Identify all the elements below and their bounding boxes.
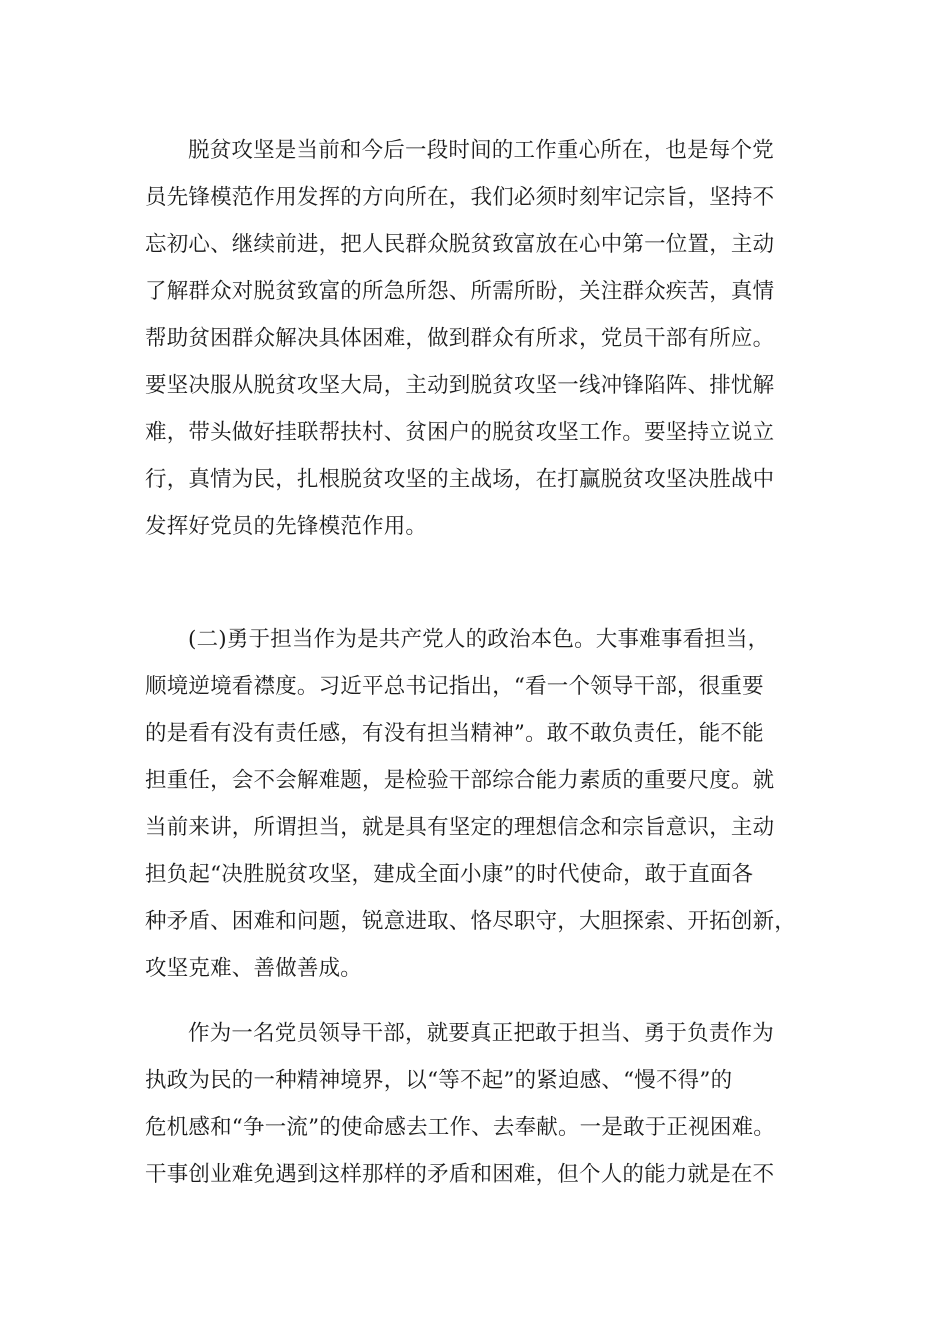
text-line: 担负起“决胜脱贫攻坚，建成全面小康”的时代使命，敢于直面各: [145, 862, 754, 887]
text-line: 担重任，会不会解难题，是检验干部综合能力素质的重要尺度。就: [145, 768, 775, 793]
text-line: 脱贫攻坚是当前和今后一段时间的工作重心所在，也是每个党: [188, 138, 774, 163]
text-line: 了解群众对脱贫致富的所急所怨、所需所盼，关注群众疾苦，真情: [145, 279, 775, 304]
text-line: 干事创业难免遇到这样那样的矛盾和困难，但个人的能力就是在不: [145, 1162, 775, 1187]
text-line: 员先锋模范作用发挥的方向所在，我们必须时刻牢记宗旨，坚持不: [145, 185, 775, 210]
text-line: 攻坚克难、善做善成。: [145, 956, 363, 981]
text-line: 发挥好党员的先锋模范作用。: [145, 514, 428, 539]
text-line: 的是看有没有责任感，有没有担当精神”。敢不敢负责任，能不能: [145, 721, 764, 746]
text-line: 危机感和“争一流”的使命感去工作、去奉献。一是敢于正视困难。: [145, 1115, 775, 1140]
text-line: 要坚决服从脱贫攻坚大局，主动到脱贫攻坚一线冲锋陷阵、排忧解: [145, 373, 775, 398]
text-line: 种矛盾、困难和问题，锐意进取、恪尽职守，大胆探索、开拓创新，: [145, 909, 797, 934]
text-line: 忘初心、继续前进，把人民群众脱贫致富放在心中第一位置，主动: [145, 232, 775, 257]
paragraph-2: [145, 616, 810, 992]
text-line: 当前来讲，所谓担当，就是具有坚定的理想信念和宗旨意识，主动: [145, 815, 775, 840]
paragraph-1: [145, 127, 810, 550]
text-line: 顺境逆境看襟度。习近平总书记指出，“看一个领导干部，很重要: [145, 674, 764, 699]
text-line: 帮助贫困群众解决具体困难，做到群众有所求，党员干部有所应。: [145, 326, 775, 351]
text-line: (二)勇于担当作为是共产党人的政治本色。大事难事看担当，: [188, 627, 770, 652]
paragraph-3: [145, 1010, 810, 1198]
text-line: 作为一名党员领导干部，就要真正把敢于担当、勇于负责作为: [188, 1021, 774, 1046]
text-line: 难，带头做好挂联帮扶村、贫困户的脱贫攻坚工作。要坚持立说立: [145, 420, 775, 445]
text-line: 执政为民的一种精神境界，以“等不起”的紧迫感、“慢不得”的: [145, 1068, 733, 1093]
text-line: 行，真情为民，扎根脱贫攻坚的主战场，在打赢脱贫攻坚决胜战中: [145, 467, 775, 492]
